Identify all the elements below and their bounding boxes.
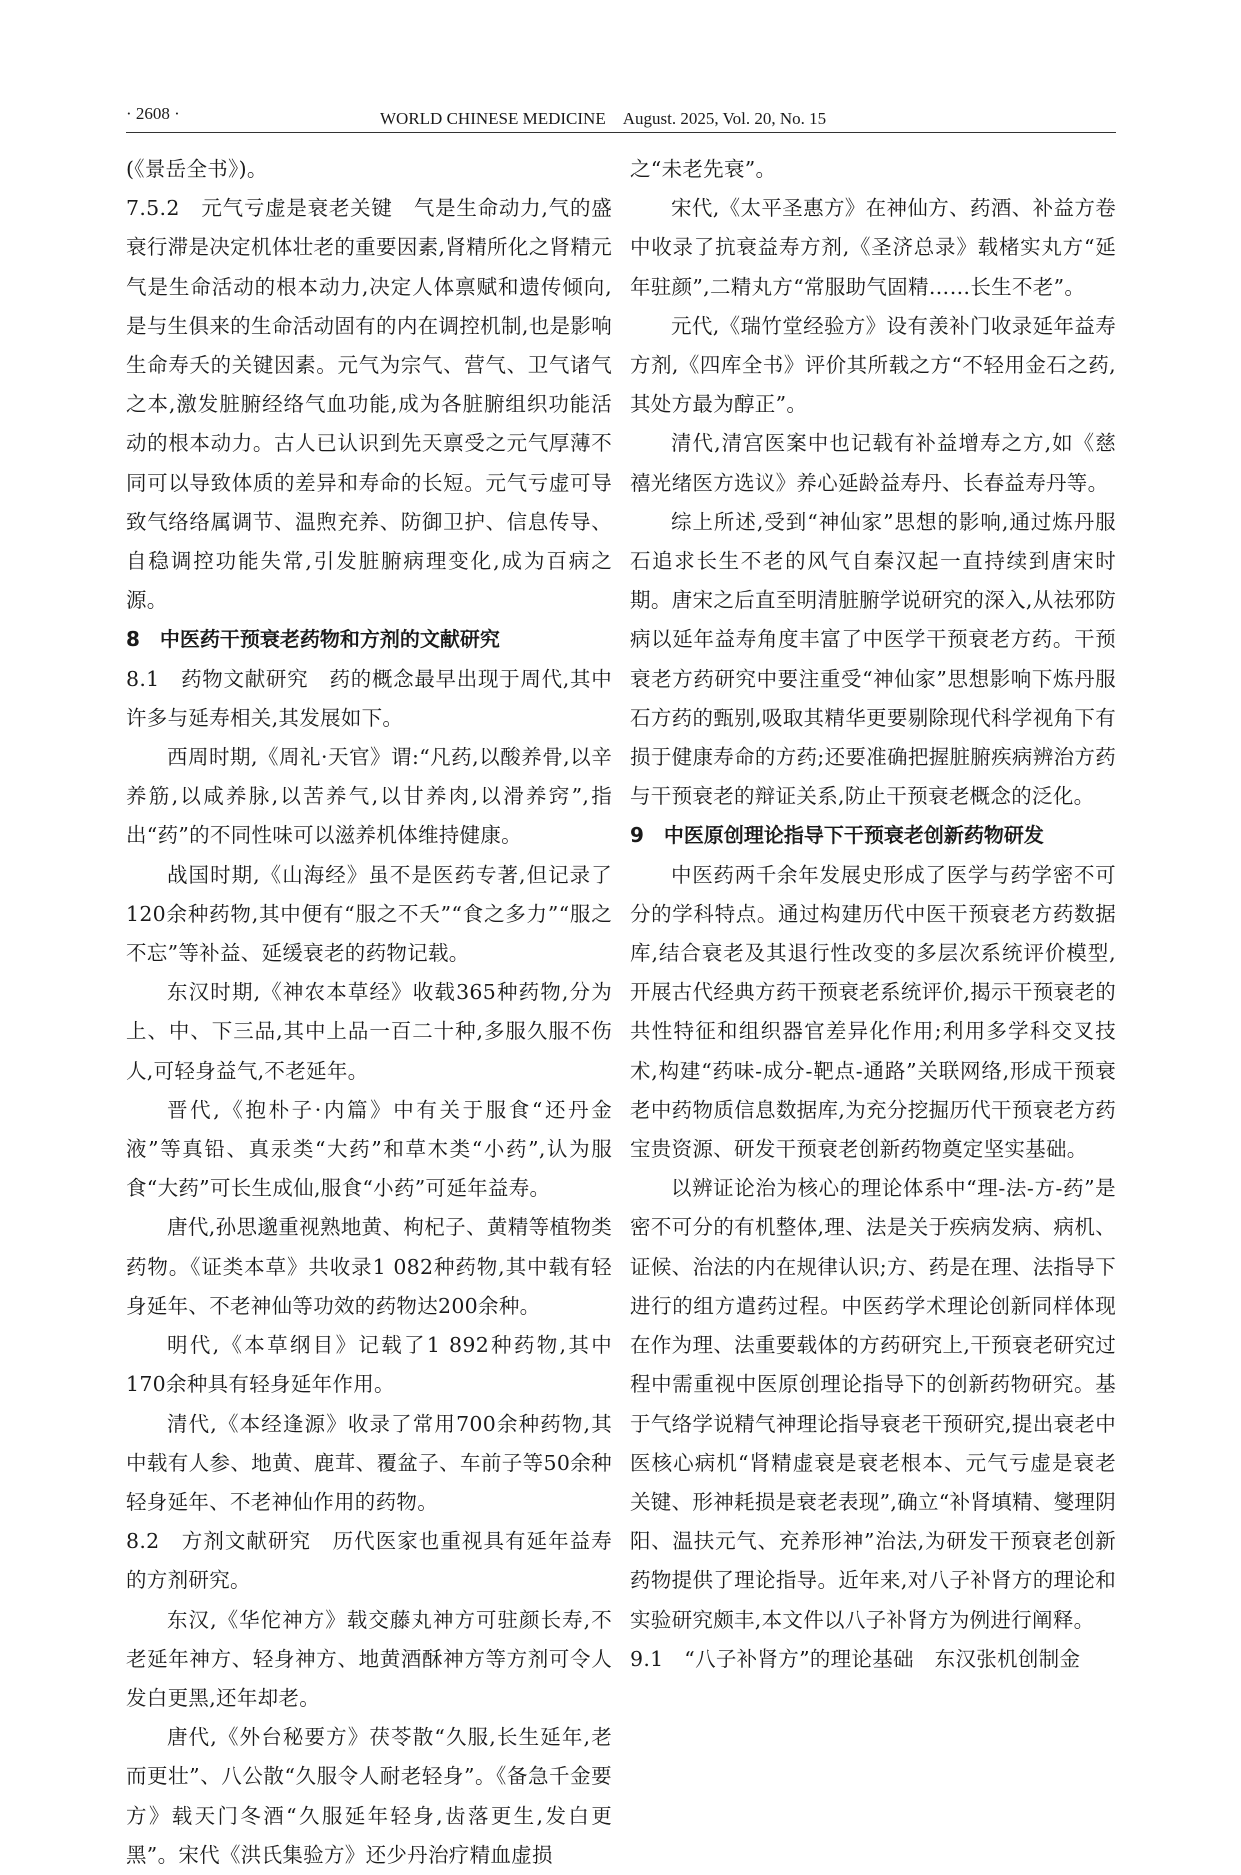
paragraph: (《景岳全书》)。 xyxy=(126,157,268,181)
paragraph: 8.1 药物文献研究 药的概念最早出现于周代,其中许多与延寿相关,其发展如下。 xyxy=(126,666,612,730)
journal-citation: WORLD CHINESE MEDICINE August. 2025, Vol. 20, No. 15 xyxy=(380,109,827,128)
section-heading: 9 中医原创理论指导下干预衰老创新药物研发 xyxy=(630,823,1044,848)
paragraph: 清代,《本经逢源》收录了常用700余种药物,其中载有人参、地黄、鹿茸、覆盆子、车前子等50余种轻身延年、不老神仙作用的药物。 xyxy=(126,1411,612,1514)
paragraph: 元代,《瑞竹堂经验方》设有羡补门收录延年益寿方剂,《四库全书》评价其所载之方“不轻用金石之药,其处方最为醇正”。 xyxy=(630,313,1116,417)
paragraph: 9.1 “八子补肾方”的理论基础 东汉张机创制金 xyxy=(630,1646,1081,1671)
paragraph: 晋代,《抱朴子·内篇》中有关于服食“还丹金液”等真铅、真汞类“大药”和草木类“小药”,认为服食“大药”可长生成仙,服食“小药”可延年益寿。 xyxy=(126,1097,612,1201)
paragraph: 宋代,《太平圣惠方》在神仙方、药酒、补益方卷中收录了抗衰益寿方剂,《圣济总录》载楮实丸方“延年驻颜”,二精丸方“常服助气固精……长生不老”。 xyxy=(630,196,1116,299)
paragraph: 综上所述,受到“神仙家”思想的影响,通过炼丹服石追求长生不老的风气自秦汉起一直持续到唐宋时期。唐宋之后直至明清脏腑学说研究的深入,从祛邪防病以延年益寿角度丰富了中医学干预衰老方药。干预衰老方药研究中要注重受“神仙家”思想影响下炼丹服石方药的甄别,吸取其精华更要剔除现代科学视角下有损于健康寿命的方药;还要准确把握脏腑疾病辨治方药与干预衰老的辩证关系,防止干预衰老概念的泛化。 xyxy=(630,509,1116,809)
page-header xyxy=(126,104,1116,132)
paragraph: 以辨证论治为核心的理论体系中“理-法-方-药”是密不可分的有机整体,理、法是关于疾病发病、病机、证候、治法的内在规律认识;方、药是在理、法指导下进行的组方遣药过程。中医药学术理论创新同样体现在作为理、法重要载体的方药研究上,干预衰老研究过程中需重视中医原创理论指导下的创新药物研究。基于气络学说精气神理论指导衰老干预研究,提出衰老中医核心病机“肾精虚衰是衰老根本、元气亏虚是衰老关键、形神耗损是衰老表现”,确立“补肾填精、燮理阴阳、温扶元气、充养形神”治法,为研发干预衰老创新药物提供了理论指导。近年来,对八子补肾方的理论和实验研究颇丰,本文件以八子补肾方为例进行阐释。 xyxy=(630,1176,1116,1632)
paragraph: 明代,《本草纲目》记载了1 892种药物,其中170余种具有轻身延年作用。 xyxy=(126,1333,612,1397)
paragraph: 东汉时期,《神农本草经》收载365种药物,分为上、中、下三品,其中上品一百二十种,多服久服不伤人,可轻身益气,不老延年。 xyxy=(126,980,612,1083)
right-column xyxy=(630,150,1116,1679)
paragraph: 西周时期,《周礼·天官》谓:“凡药,以酸养骨,以辛养筋,以咸养脉,以苦养气,以甘养肉,以滑养窍”,指出“药”的不同性味可以滋养机体维持健康。 xyxy=(126,745,612,848)
paragraph: 7.5.2 元气亏虚是衰老关键 气是生命动力,气的盛衰行滞是决定机体壮老的重要因素,肾精所化之肾精元气是生命活动的根本动力,决定人体禀赋和遗传倾向,是与生俱来的生命活动固有的内在调控机制,也是影响生命寿夭的关键因素。元气为宗气、营气、卫气诸气之本,激发脏腑经络气血功能,成为各脏腑组织功能活动的根本动力。古人已认识到先天禀受之元气厚薄不同可以导致体质的差异和寿命的长短。元气亏虚可导致气络络属调节、温煦充养、防御卫护、信息传导、自稳调控功能失常,引发脏腑病理变化,成为百病之源。 xyxy=(126,196,612,613)
paragraph: 之“未老先衰”。 xyxy=(630,157,777,181)
paragraph: 唐代,孙思邈重视熟地黄、枸杞子、黄精等植物类药物。《证类本草》共收录1 082种药物,其中载有轻身延年、不老神仙等功效的药物达200余种。 xyxy=(126,1215,612,1318)
left-column xyxy=(126,150,612,1875)
paragraph: 唐代,《外台秘要方》茯苓散“久服,长生延年,老而更壮”、八公散“久服令人耐老轻身”。《备急千金要方》载天门冬酒“久服延年轻身,齿落更生,发白更黑”。宋代《洪氏集验方》还少丹治疗精血虚损 xyxy=(126,1725,612,1867)
header-rule xyxy=(126,132,1116,133)
section-heading: 8 中医药干预衰老药物和方剂的文献研究 xyxy=(126,627,500,652)
paragraph: 东汉,《华佗神方》载交藤丸神方可驻颜长寿,不老延年神方、轻身神方、地黄酒酥神方等方剂可令人发白更黑,还年却老。 xyxy=(126,1607,612,1710)
paragraph: 中医药两千余年发展史形成了医学与药学密不可分的学科特点。通过构建历代中医干预衰老方药数据库,结合衰老及其退行性改变的多层次系统评价模型,开展古代经典方药干预衰老系统评价,揭示干预衰老的共性特征和组织器官差异化作用;利用多学科交叉技术,构建“药味-成分-靶点-通路”关联网络,形成干预衰老中药物质信息数据库,为充分挖掘历代干预衰老方药宝贵资源、研发干预衰老创新药物奠定坚实基础。 xyxy=(630,862,1116,1162)
paragraph: 8.2 方剂文献研究 历代医家也重视具有延年益寿的方剂研究。 xyxy=(126,1529,612,1593)
paragraph: 清代,清宫医案中也记载有补益增寿之方,如《慈禧光绪医方选议》养心延龄益寿丹、长春益寿丹等。 xyxy=(630,431,1116,495)
paragraph: 战国时期,《山海经》虽不是医药专著,但记录了120余种药物,其中便有“服之不夭”“食之多力”“服之不忘”等补益、延缓衰老的药物记载。 xyxy=(126,862,612,966)
page-number: · 2608 · xyxy=(126,104,180,123)
